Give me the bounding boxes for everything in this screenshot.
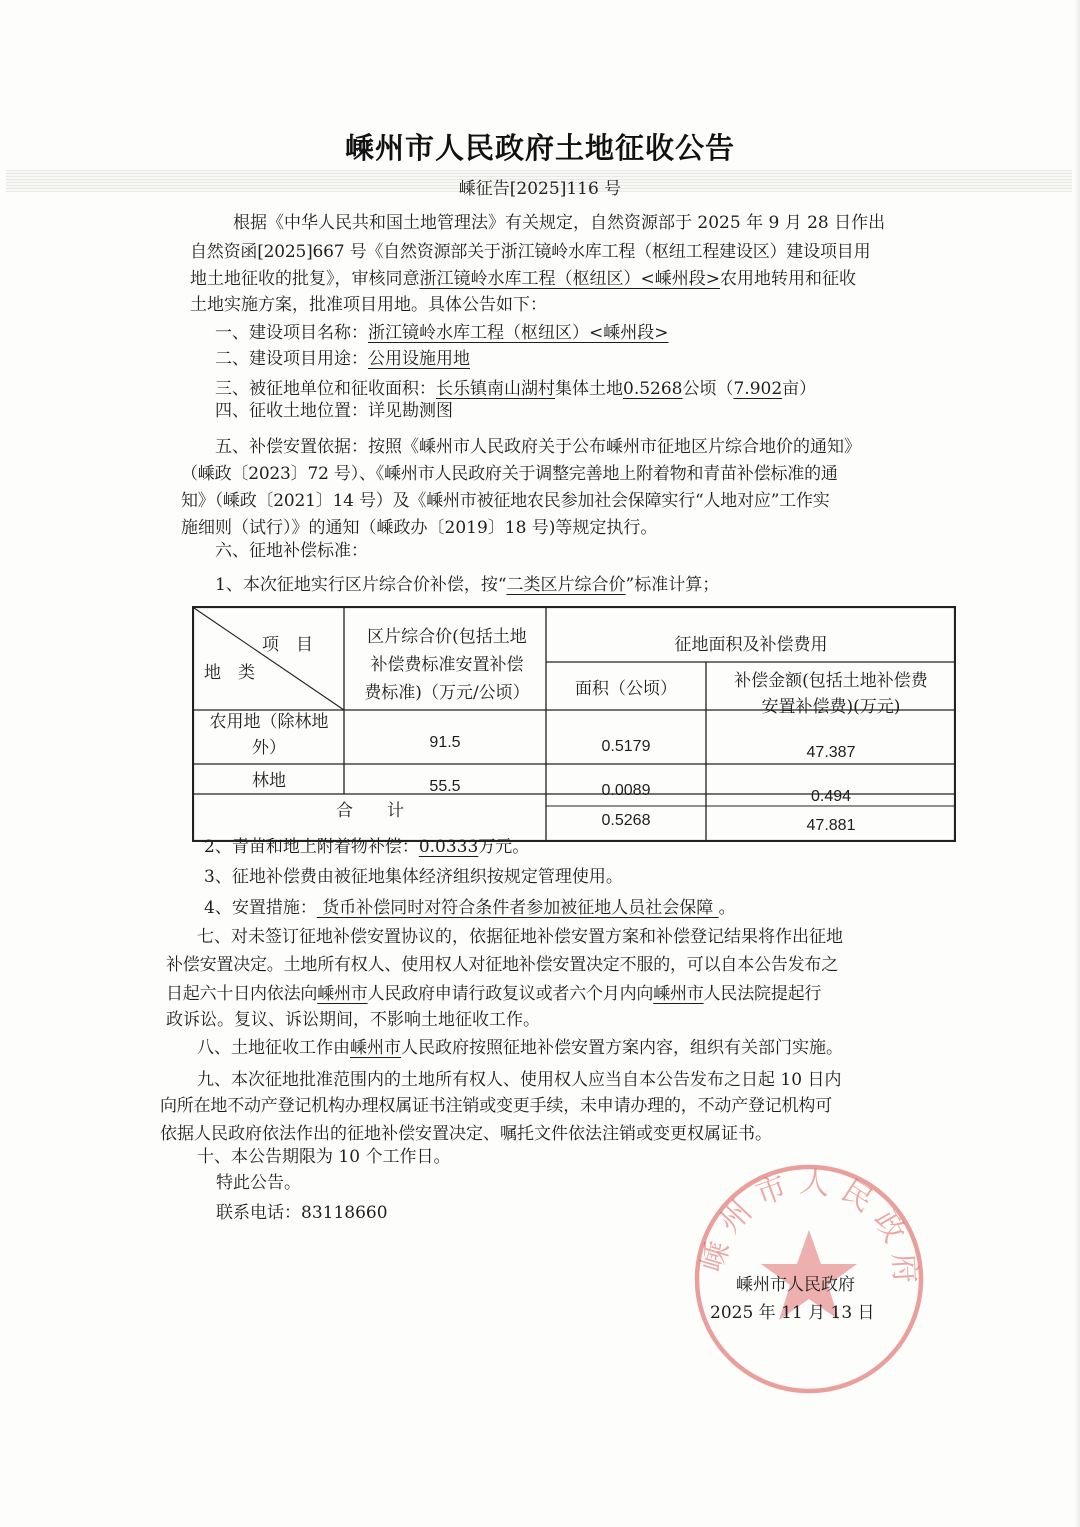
row-1-type-2: 外） (252, 738, 286, 758)
total-label: 合 计 (336, 801, 404, 821)
item-7-line-3-a: 日起六十日内依法向 (166, 984, 318, 1004)
header-amount-2: 安置补偿费)(万元) (761, 697, 901, 717)
item-7-city-1: 嵊州市 (317, 984, 368, 1004)
item-3-mid: 集体土地 (555, 379, 623, 399)
document-number: 嵊征告[2025]116 号 (458, 179, 622, 199)
item-6: 六、征地补偿标准： (215, 541, 368, 561)
row-2-type: 林地 (252, 771, 286, 791)
intro-line-1: 根据《中华人民共和国土地管理法》有关规定，自然资源部于 2025 年 9 月 28 日作出 (233, 213, 886, 233)
page-edge (1074, 0, 1080, 1527)
item-5-line-2: （嵊政〔2023〕72 号）、《嵊州市人民政府关于调整完善地上附着物和青苗补偿标准的通 (181, 464, 838, 484)
row-1-type-1: 农用地（除林地 (209, 712, 329, 732)
header-item: 项 目 (262, 635, 313, 655)
item-9-line-2: 向所在地不动产登记机构办理权属证书注销或变更手续，未申请办理的，不动产登记机构可 (160, 1096, 832, 1116)
intro-line-2: 自然资函[2025]667 号《自然资源部关于浙江镜岭水库工程（枢纽工程建设区）建设项目用 (190, 242, 871, 262)
seal-text: 嵊州市人民政府 (694, 1164, 923, 1295)
item-2-value: 公用设施用地 (368, 349, 470, 369)
item-6-1-underlined: 二类区片综合价 (506, 575, 626, 595)
item-7-line-2: 补偿安置决定。土地所有权人、使用权人对征地补偿安置决定不服的，可以自本公告发布之 (166, 955, 838, 975)
item-3-mu-label: 亩） (782, 379, 817, 399)
item-6-1 (215, 574, 719, 596)
item-6-4-tail: 。 (718, 898, 736, 918)
item-4: 四、征收土地位置：详见勘测图 (215, 401, 453, 421)
item-2 (215, 348, 470, 370)
item-6-2-tail: 万元。 (478, 837, 530, 857)
item-3 (215, 378, 816, 400)
item-6-4-underlined: 货币补偿同时对符合条件者参加被征地人员社会保障 (316, 898, 719, 918)
item-6-1-head: 1、本次征地实行区片综合价补偿，按“ (215, 575, 507, 595)
header-price-1: 区片综合价(包括土地 (367, 627, 527, 647)
header-land-type: 地 类 (204, 663, 255, 683)
item-7-line-4: 政诉讼。复议、诉讼期间，不影响土地征收工作。 (166, 1010, 540, 1030)
item-1 (215, 322, 669, 344)
compensation-table (192, 606, 956, 842)
item-6-3: 3、征地补偿费由被征地集体经济组织按规定管理使用。 (204, 867, 623, 887)
item-7-line-3-b: 人民政府申请行政复议或者六个月内向 (367, 984, 654, 1004)
item-8-b: 人民政府按照征地补偿安置方案内容，组织有关部门实施。 (401, 1038, 843, 1058)
intro-line-3-tail: 农用地转用和征收 (720, 269, 856, 289)
item-3-area-mu: 7.902 (733, 379, 783, 399)
contact-phone: 联系电话：83118660 (216, 1203, 388, 1223)
item-6-2 (204, 836, 529, 858)
row-2-amount: 0.494 (810, 788, 852, 805)
item-5-line-1: 五、补偿安置依据：按照《嵊州市人民政府关于公布嵊州市征地区片综合地价的通知》 (215, 437, 861, 457)
item-6-2-value: 0.0333 (418, 837, 479, 857)
header-amount-1: 补偿金额(包括土地补偿费 (734, 671, 928, 691)
item-7-city-2: 嵊州市 (653, 984, 704, 1004)
item-6-4-head: 4、安置措施： (204, 898, 317, 918)
project-name-underlined: 浙江镜岭水库工程（枢纽区）<嵊州段> (419, 269, 720, 289)
signature-date: 2025 年 11 月 13 日 (710, 1303, 875, 1323)
header-group: 征地面积及补偿费用 (674, 635, 828, 655)
item-3-label: 三、被征地单位和征收面积： (215, 379, 436, 399)
signature-org: 嵊州市人民政府 (736, 1275, 855, 1295)
item-10: 十、本公告期限为 10 个工作日。 (197, 1147, 451, 1167)
intro-line-3 (190, 268, 856, 290)
total-area: 0.5268 (601, 812, 651, 829)
item-8-city: 嵊州市 (350, 1038, 401, 1058)
row-1-area: 0.5179 (601, 738, 651, 755)
item-7-line-3-c: 人民法院提起行 (703, 984, 822, 1004)
item-8-a: 八、土地征收工作由 (197, 1038, 350, 1058)
notice-title: 嵊州市人民政府土地征收公告 (344, 131, 735, 165)
item-6-2-head: 2、青苗和地上附着物补偿： (204, 837, 419, 857)
row-1-price: 91.5 (429, 734, 461, 751)
item-5-line-3: 知》（嵊政〔2021〕14 号）及《嵊州市被征地农民参加社会保障实行“人地对应”工作实 (181, 491, 830, 511)
closing: 特此公告。 (216, 1173, 301, 1193)
item-9-line-3: 依据人民政府依法作出的征地补偿安置决定、嘱托文件依法注销或变更权属证书。 (160, 1124, 772, 1144)
item-1-value: 浙江镜岭水库工程（枢纽区）<嵊州段> (368, 323, 669, 343)
item-7-line-3 (166, 983, 821, 1005)
row-2-price: 55.5 (429, 778, 461, 795)
item-6-4 (204, 897, 736, 919)
row-2-area: 0.0089 (601, 782, 651, 799)
item-3-unit: 长乐镇南山湖村 (436, 379, 555, 399)
item-5-line-4: 施细则（试行）》的通知（嵊政办〔2019〕18 号)等规定执行。 (181, 518, 658, 538)
item-1-label: 一、建设项目名称： (215, 323, 368, 343)
item-3-area-ha: 0.5268 (623, 379, 683, 399)
header-price-3: 费标准)（万元/公顷） (364, 683, 530, 703)
intro-line-3-head: 地土地征收的批复》，审核同意 (190, 269, 420, 289)
item-9-line-1: 九、本次征地批准范围内的土地所有权人、使用权人应当自本公告发布之日起 10 日内 (197, 1070, 842, 1090)
item-6-1-tail: ”标准计算； (625, 575, 720, 595)
intro-line-4: 土地实施方案，批准项目用地。具体公告如下： (190, 295, 547, 315)
header-price-2: 补偿费标准安置补偿 (370, 655, 524, 675)
item-7-line-1: 七、对未签订征地补偿安置协议的，依据征地补偿安置方案和补偿登记结果将作出征地 (197, 927, 843, 947)
item-3-ha-label: 公顷（ (682, 379, 734, 399)
item-2-label: 二、建设项目用途： (215, 349, 368, 369)
row-1-amount: 47.387 (806, 744, 856, 761)
item-8 (197, 1037, 843, 1059)
total-amount: 47.881 (806, 817, 856, 834)
header-area: 面积（公顷） (575, 679, 677, 699)
